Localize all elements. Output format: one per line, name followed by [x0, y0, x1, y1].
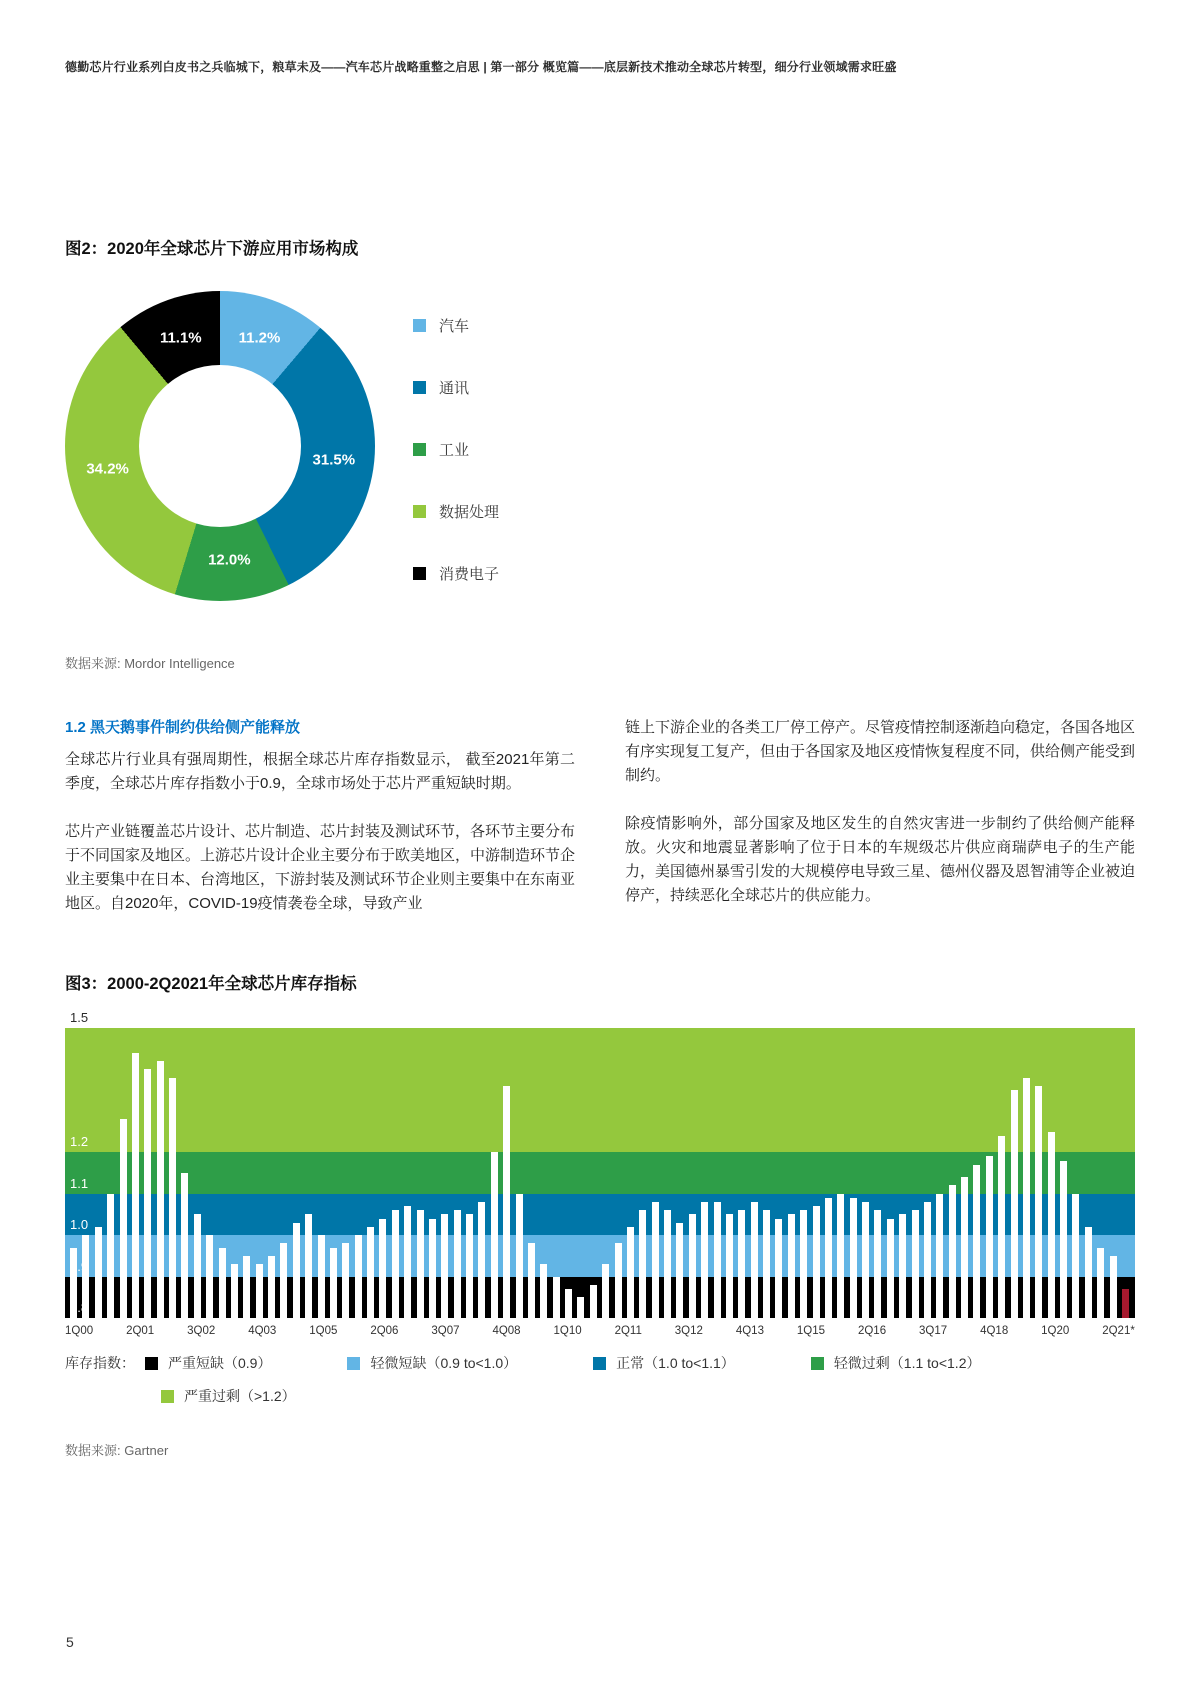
x-axis-tick: 2Q16 — [857, 1325, 887, 1337]
paragraph: 链上下游企业的各类工厂停工停产。尽管疫情控制逐渐趋向稳定，各国各地区有序实现复工复产，但由于各国家及地区疫情恢复程度不同，供给侧产能受到制约。 — [625, 719, 1136, 784]
legend-swatch — [413, 319, 426, 332]
inventory-bar — [256, 1264, 263, 1318]
inventory-bar — [318, 1235, 325, 1318]
page-footer — [66, 1634, 74, 1650]
inventory-bar — [912, 1210, 919, 1318]
inventory-bar — [800, 1210, 807, 1318]
inventory-bar-chart — [65, 1010, 1135, 1318]
legend-label: 通讯 — [439, 380, 470, 397]
legend-swatch — [347, 1357, 360, 1370]
x-axis-tick: 2Q06 — [370, 1325, 399, 1337]
page-header — [65, 58, 1135, 75]
inventory-bar — [243, 1256, 250, 1318]
inventory-bar — [342, 1243, 349, 1318]
inventory-bar — [639, 1210, 646, 1318]
y-axis-tick: 0.8 — [70, 1300, 89, 1315]
donut-slice-label: 11.2% — [238, 329, 281, 347]
inventory-bar — [899, 1214, 906, 1318]
inventory-bar — [231, 1264, 238, 1318]
inventory-bar — [788, 1214, 795, 1318]
inventory-bar — [1085, 1227, 1092, 1318]
inventory-bar — [392, 1210, 399, 1318]
inventory-bar — [268, 1256, 275, 1318]
inventory-bar — [565, 1289, 572, 1318]
x-axis-tick: 3Q07 — [431, 1325, 460, 1337]
inventory-bar — [169, 1078, 176, 1318]
inventory-bar — [689, 1214, 696, 1318]
inventory-bar — [293, 1223, 300, 1318]
inventory-bar — [540, 1264, 547, 1318]
inventory-bar — [144, 1069, 151, 1318]
inventory-bar — [751, 1202, 758, 1318]
inventory-bar — [676, 1223, 683, 1318]
chart-bars — [65, 1028, 1135, 1318]
inventory-bar — [157, 1061, 164, 1318]
donut-slice-label: 11.1% — [159, 329, 202, 347]
x-axis-tick: 3Q17 — [919, 1325, 948, 1337]
donut-hole — [139, 365, 301, 527]
x-axis-tick: 3Q02 — [187, 1325, 216, 1337]
legend-item — [413, 315, 499, 336]
inventory-bar — [417, 1210, 424, 1318]
x-axis-tick: 4Q08 — [492, 1325, 521, 1337]
inventory-bar — [132, 1053, 139, 1318]
inventory-bar — [330, 1248, 337, 1318]
inventory-bar — [1060, 1161, 1067, 1318]
legend-swatch — [161, 1390, 174, 1403]
legend-swatch — [811, 1357, 824, 1370]
section-heading: 1.2 黑天鹅事件制约供给侧产能释放 — [65, 719, 301, 736]
legend-row-2 — [65, 1386, 1135, 1406]
inventory-bar — [194, 1214, 201, 1318]
inventory-bar — [837, 1194, 844, 1318]
legend-label: 轻微过剩（1.1 to<1.2） — [833, 1355, 981, 1371]
y-axis-tick: 1.5 — [70, 1010, 89, 1025]
inventory-bar — [516, 1194, 523, 1318]
legend-label: 严重过剩（>1.2） — [184, 1388, 296, 1404]
figure2-source: 数据来源: Mordor Intelligence — [65, 656, 235, 671]
x-axis-tick: 3Q12 — [674, 1325, 703, 1337]
inventory-bar — [404, 1206, 411, 1318]
inventory-bar — [1035, 1086, 1042, 1318]
legend-label: 正常（1.0 to<1.1） — [616, 1355, 735, 1371]
paragraph: 全球芯片行业具有强周期性，根据全球芯片库存指数显示， 截至2021年第二季度，全球芯片库存指数小于0.9，全球市场处于芯片严重短缺时期。 — [65, 751, 575, 792]
barchart-wrap — [65, 1010, 1135, 1337]
inventory-bar — [726, 1214, 733, 1318]
inventory-bar — [850, 1198, 857, 1318]
inventory-bar — [763, 1210, 770, 1318]
legend-label: 汽车 — [439, 318, 470, 335]
inventory-bar — [998, 1136, 1005, 1318]
inventory-bar — [429, 1219, 436, 1318]
paragraph: 除疫情影响外，部分国家及地区发生的自然灾害进一步制约了供给侧产能释放。火灾和地震显著影响了位于日本的车规级芯片供应商瑞萨电子的生产能力，美国德州暴雪引发的大规模停电导致三星、德州仪器及恩智浦等企业被迫停产，持续恶化全球芯片的供应能力。 — [625, 815, 1136, 904]
inventory-bar — [652, 1202, 659, 1318]
x-axis-tick: 4Q03 — [248, 1325, 277, 1337]
chart-legend — [65, 1353, 1135, 1406]
legend-item — [413, 563, 499, 584]
body-text — [65, 716, 1135, 940]
legend-item — [413, 377, 499, 398]
legend-item — [593, 1353, 735, 1373]
inventory-bar — [1023, 1078, 1030, 1318]
figure2-section — [65, 235, 1135, 672]
x-axis-labels — [65, 1325, 1135, 1337]
inventory-bar — [714, 1202, 721, 1318]
inventory-bar — [1048, 1132, 1055, 1318]
x-axis-tick: 2Q11 — [614, 1325, 642, 1337]
inventory-bar — [528, 1243, 535, 1318]
paragraph: 芯片产业链覆盖芯片设计、芯片制造、芯片封装及测试环节，各环节主要分布于不同国家及地区。上游芯片设计企业主要分布于欧美地区，中游制造环节企业主要集中在日本、台湾地区，下游封装及测试环节企业则主要集中在东南亚地区。自2020年，COVID-19疫情袭卷全球，导致产业 — [65, 823, 576, 912]
inventory-bar — [986, 1156, 993, 1318]
legend-label: 消费电子 — [439, 566, 500, 583]
inventory-bar — [862, 1202, 869, 1318]
legend-label: 工业 — [439, 442, 470, 459]
inventory-bar — [775, 1219, 782, 1318]
donut-slice-label: 31.5% — [312, 451, 356, 469]
inventory-bar — [813, 1206, 820, 1318]
legend-row-1 — [65, 1353, 1135, 1373]
y-axis-tick: 1.1 — [70, 1175, 89, 1191]
x-axis-tick: 4Q18 — [980, 1325, 1009, 1337]
legend-swatch — [413, 381, 426, 394]
inventory-bar — [701, 1202, 708, 1318]
inventory-bar — [590, 1285, 597, 1318]
legend-item — [413, 439, 499, 460]
inventory-bar — [95, 1227, 102, 1318]
inventory-bar — [219, 1248, 226, 1318]
inventory-bar — [491, 1152, 498, 1318]
text-column-right — [625, 716, 1135, 940]
donut-slice-label: 34.2% — [86, 460, 129, 478]
legend-swatch — [145, 1357, 158, 1370]
inventory-bar — [1122, 1289, 1129, 1318]
inventory-bar — [379, 1219, 386, 1318]
inventory-bar — [355, 1235, 362, 1318]
inventory-bar — [887, 1219, 894, 1318]
inventory-bar — [107, 1194, 114, 1318]
x-axis-tick: 1Q00 — [65, 1325, 94, 1337]
inventory-bar — [1072, 1194, 1079, 1318]
x-axis-tick: 1Q05 — [309, 1325, 338, 1337]
x-axis-tick: 1Q15 — [796, 1325, 826, 1337]
inventory-bar — [627, 1227, 634, 1318]
x-axis-tick: 1Q20 — [1041, 1325, 1070, 1337]
inventory-bar — [503, 1086, 510, 1318]
inventory-bar — [949, 1185, 956, 1318]
y-axis-tick: 0.9 — [70, 1258, 89, 1274]
inventory-bar — [961, 1177, 968, 1318]
inventory-bar — [1110, 1256, 1117, 1318]
inventory-bar — [924, 1202, 931, 1318]
inventory-bar — [367, 1227, 374, 1318]
donut-legend — [413, 291, 499, 625]
legend-item — [347, 1353, 517, 1373]
inventory-bar — [181, 1173, 188, 1318]
x-axis-tick: 4Q13 — [735, 1325, 764, 1337]
inventory-bar — [874, 1210, 881, 1318]
legend-item — [811, 1353, 981, 1373]
inventory-bar — [478, 1202, 485, 1318]
legend-item — [413, 501, 499, 522]
legend-swatch — [413, 443, 426, 456]
legend-swatch — [593, 1357, 606, 1370]
inventory-bar — [825, 1198, 832, 1318]
inventory-bar — [664, 1210, 671, 1318]
y-axis-tick: 1.2 — [70, 1134, 89, 1150]
inventory-bar — [1011, 1090, 1018, 1318]
inventory-bar — [466, 1214, 473, 1318]
y-axis-tick: 1.0 — [70, 1217, 89, 1233]
inventory-bar — [602, 1264, 609, 1318]
inventory-bar — [206, 1235, 213, 1318]
figure3-section — [65, 970, 1135, 1459]
figure3-source: 数据来源: Gartner — [65, 1443, 169, 1458]
figure3-title: 图3：2000-2Q2021年全球芯片库存指标 — [65, 975, 357, 993]
inventory-bar — [615, 1243, 622, 1318]
legend-label: 严重短缺（0.9） — [168, 1355, 272, 1371]
donut-chart — [65, 291, 375, 601]
legend-swatch — [413, 567, 426, 580]
x-axis-tick: 1Q10 — [553, 1325, 582, 1337]
legend-title: 库存指数： — [65, 1355, 135, 1371]
inventory-bar — [1097, 1248, 1104, 1318]
x-axis-tick: 2Q01 — [126, 1325, 155, 1337]
inventory-bar — [577, 1297, 584, 1318]
x-axis-tick: 2Q21* — [1102, 1325, 1135, 1337]
legend-label: 数据处理 — [439, 504, 500, 521]
inventory-bar — [936, 1194, 943, 1318]
inventory-bar — [305, 1214, 312, 1318]
donut-slice-label: 12.0% — [208, 551, 251, 569]
donut-row — [65, 291, 1135, 625]
inventory-bar — [553, 1277, 560, 1318]
legend-item — [161, 1386, 296, 1406]
header-text: 德勤芯片行业系列白皮书之兵临城下，粮草未及——汽车芯片战略重整之启思 | 第一部分 概览篇——底层新技术推动全球芯片转型，细分行业领域需求旺盛 — [65, 60, 897, 74]
inventory-bar — [738, 1210, 745, 1318]
inventory-bar — [441, 1214, 448, 1318]
legend-item — [145, 1353, 271, 1373]
text-column-left — [65, 716, 575, 940]
legend-label: 轻微短缺（0.9 to<1.0） — [370, 1355, 518, 1371]
inventory-bar — [120, 1119, 127, 1318]
inventory-bar — [280, 1243, 287, 1318]
legend-swatch — [413, 505, 426, 518]
inventory-bar — [454, 1210, 461, 1318]
inventory-bar — [973, 1165, 980, 1318]
figure2-title: 图2：2020年全球芯片下游应用市场构成 — [65, 240, 359, 258]
page-number: 5 — [66, 1634, 74, 1650]
